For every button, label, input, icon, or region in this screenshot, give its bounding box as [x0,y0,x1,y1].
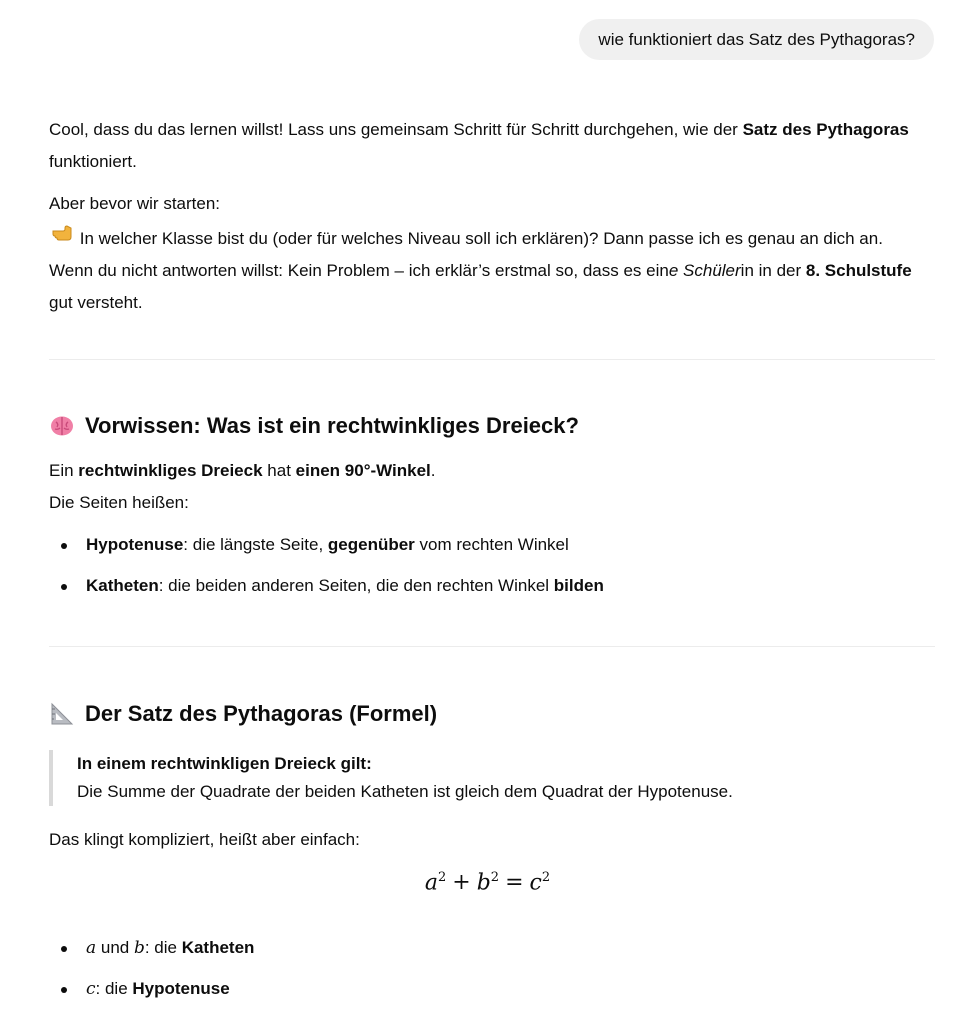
bold-text: Hypotenuse [132,979,230,998]
formula-var: a [424,870,438,896]
math-var: c [86,979,96,999]
formula-exponent: 2 [437,870,447,885]
intro-italic: e Schüler [668,261,741,280]
intro-text: in in der [740,261,806,280]
intro-text: Cool, dass du das lernen willst! Lass uns gemeinsam Schritt für Schritt durchgehen, wie der [49,120,743,139]
section-title: Vorwissen: Was ist ein rechtwinkliges Dreieck? [85,413,579,438]
bold-text: In einem rechtwinkligen Dreieck gilt: [77,754,372,773]
text: : die [95,979,133,998]
bold-text: gegenüber [327,535,415,554]
formula-operator: + [452,870,471,896]
section-heading-formula [49,700,935,728]
intro-fallback [49,255,935,319]
bold-text: einen 90°-Winkel [295,461,431,480]
formula-var: c [529,870,542,896]
sides-line: Die Seiten heißen: [49,493,189,512]
list-item [49,533,935,557]
intro-text: gut versteht. [49,293,143,312]
blockquote [49,750,957,806]
section-title: Der Satz des Pythagoras (Formel) [85,701,438,726]
divider [49,646,935,647]
intro-bold: 8. Schulstufe [805,261,912,280]
section-heading-prior-knowledge [49,412,935,440]
bold-text: Katheten [86,576,159,595]
bold-text: Katheten [181,938,255,957]
text: : die [144,938,182,957]
user-message-bubble: wie funktioniert das Satz des Pythagoras? [579,19,934,60]
text: Ein [49,461,79,480]
divider [49,359,935,360]
brain-icon [49,413,75,439]
quote-title [77,750,957,778]
definition-line [49,455,935,487]
section-prior-knowledge-body [49,455,935,615]
math-var: b [133,938,145,958]
text: hat [262,461,296,480]
formula-legend-list [49,936,935,1001]
text: vom rechten Winkel [414,535,569,554]
formula-operator: = [505,870,524,896]
bold-text: bilden [553,576,604,595]
triangular-ruler-icon [49,701,75,727]
intro-bold: Satz des Pythagoras [742,120,909,139]
text: : die beiden anderen Seiten, die den rechten Winkel [158,576,554,595]
intro-question-lead: Aber bevor wir starten: [49,194,221,213]
formula-lead [49,826,935,854]
formula-exponent: 2 [490,870,500,885]
bold-text: rechtwinkliges Dreieck [78,461,263,480]
formula-lead-text: Das klingt kompliziert, heißt aber einfach: [49,830,360,849]
list-item [49,977,935,1001]
assistant-intro [49,114,935,319]
intro-paragraph [49,114,935,178]
sides-list [49,533,935,598]
intro-text: funktioniert. [49,152,137,171]
formula-var: b [476,870,491,896]
text: und [96,938,134,957]
text: : die längste Seite, [183,535,328,554]
intro-question [49,220,935,255]
formula-legend [49,930,935,1018]
intro-text: Wenn du nicht antworten willst: Kein Problem – ich erklär’s erstmal so, dass es ein [49,261,669,280]
text: . [430,461,436,480]
list-item [49,936,935,960]
intro-question-text: In welcher Klasse bist du (oder für welches Niveau soll ich erklären)? Dann passe ich es genau an dich an. [79,229,883,248]
bold-text: Hypotenuse [86,535,184,554]
quote-text: Die Summe der Quadrate der beiden Katheten ist gleich dem Quadrat der Hypotenuse. [77,782,733,801]
formula-exponent: 2 [541,870,551,885]
list-item [49,574,935,598]
pointing-hand-icon [49,220,75,246]
math-var: a [86,938,97,958]
pythagoras-formula [0,870,975,895]
